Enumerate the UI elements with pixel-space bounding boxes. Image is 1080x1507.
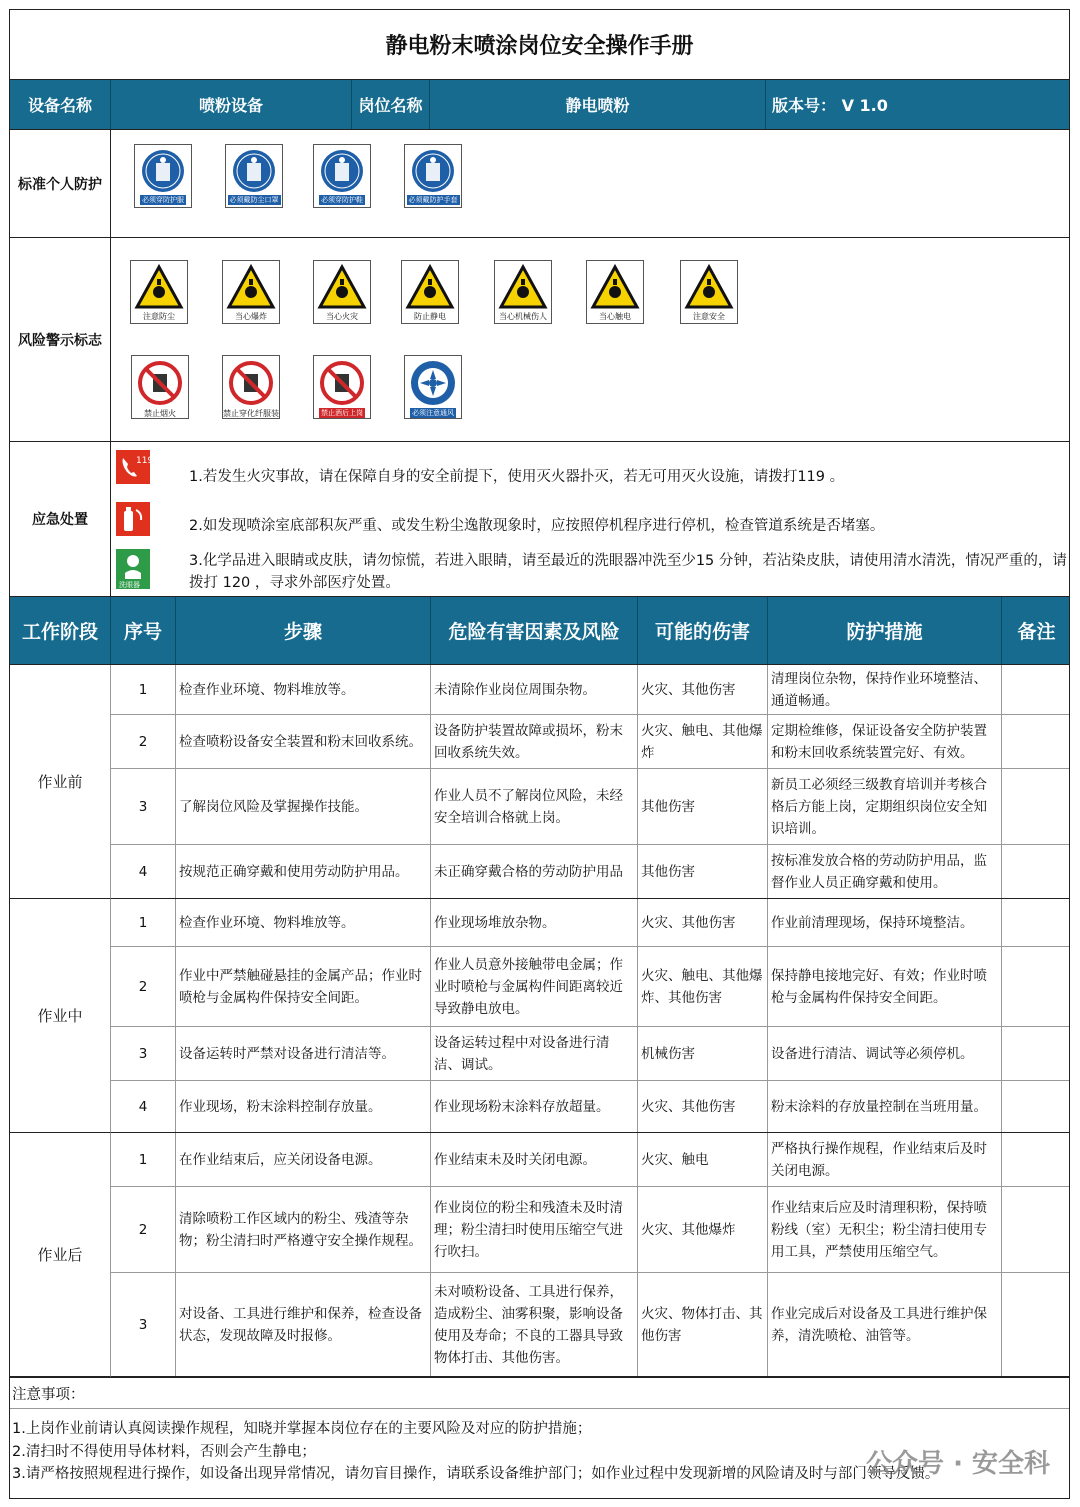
cell-note [1002, 1027, 1071, 1080]
static-warning-icon [401, 260, 459, 324]
cell-measure: 作业结束后应及时清理积粉，保持喷粉线（室）无积尘；粉尘清扫使用专用工具，严禁使用压缩空气。 [768, 1187, 1002, 1272]
sign-caption: 当心触电 [599, 312, 631, 321]
cell-step: 清除喷粉工作区域内的粉尘、残渣等杂物；粉尘清扫时严格遵守安全操作规程。 [176, 1187, 431, 1272]
table-row [111, 845, 1069, 899]
cell-hazard: 未清除作业岗位周围杂物。 [431, 665, 638, 714]
cell-measure: 新员工必须经三级教育培训并考核合格后方能上岗，定期组织岗位安全知识培训。 [768, 769, 1002, 844]
cell-no: 3 [111, 1273, 176, 1376]
table-row [111, 1027, 1069, 1081]
cell-no: 2 [111, 1187, 176, 1272]
eyewash-icon [115, 552, 151, 589]
sign-caption: 必须穿防护鞋 [321, 196, 363, 204]
phase-cell: 作业后 [10, 1133, 111, 1377]
sign-caption: 当心火灾 [326, 312, 358, 321]
post-name-value: 静电喷粉 [430, 80, 766, 129]
sign-caption: 当心爆炸 [235, 312, 267, 321]
cell-harm: 火灾、其他伤害 [638, 665, 768, 714]
cell-hazard: 作业现场粉末涂料存放超量。 [431, 1081, 638, 1132]
caution-icon [680, 260, 738, 324]
post-name-label: 岗位名称 [352, 80, 430, 129]
cell-harm: 火灾、触电 [638, 1133, 768, 1186]
cell-measure: 按标准发放合格的劳动防护用品，监督作业人员正确穿戴和使用。 [768, 845, 1002, 898]
cell-hazard: 设备防护装置故障或损坏，粉末回收系统失效。 [431, 715, 638, 768]
cell-harm: 火灾、其他爆炸 [638, 1187, 768, 1272]
note-item-3: 3.请严格按照规程进行操作，如设备出现异常情况，请勿盲目操作，请联系设备维护部门；如作业过程中发现新增的风险请及时与部门领导反馈。 [12, 1466, 940, 1482]
fire-phone-icon [115, 450, 154, 484]
safety-boots-icon [313, 144, 371, 208]
cell-note [1002, 899, 1071, 946]
cell-step: 检查作业环境、物料堆放等。 [176, 665, 431, 714]
cell-measure: 粉末涂料的存放量控制在当班用量。 [768, 1081, 1002, 1132]
col-harm: 可能的伤害 [638, 597, 768, 664]
cell-measure: 严格执行操作规程，作业结束后及时关闭电源。 [768, 1133, 1002, 1186]
emergency-item-3: 3.化学品进入眼睛或皮肤，请勿惊慌，若进入眼睛，请至最近的洗眼器冲洗至少15 分钟，若沾染皮肤，请使用清水清洗，情况严重的，请拨打 120 ，寻求外部医疗处置。 [189, 553, 1067, 591]
phase-cell: 作业前 [10, 665, 111, 899]
cell-harm: 火灾、触电、其他爆炸 [638, 715, 768, 768]
fire-extinguisher-icon [115, 502, 151, 536]
electric-shock-warning-icon [586, 260, 644, 324]
table-row [111, 1273, 1069, 1377]
emergency-section [10, 442, 1069, 597]
cell-measure: 作业完成后对设备及工具进行维护保养，清洗喷枪、油管等。 [768, 1273, 1002, 1376]
ventilation-icon [404, 355, 462, 419]
cell-hazard: 未正确穿戴合格的劳动防护用品 [431, 845, 638, 898]
sign-caption: 必须戴防护手套 [408, 196, 458, 204]
col-measure: 防护措施 [768, 597, 1002, 664]
cell-hazard: 作业人员意外接触带电金属；作业时喷枪与金属构件间距离较近导致静电放电。 [431, 947, 638, 1026]
cell-no: 1 [111, 1133, 176, 1186]
cell-no: 4 [111, 845, 176, 898]
cell-note [1002, 1133, 1071, 1186]
risk-sign-label: 风险警示标志 [10, 238, 111, 441]
table-row [111, 1081, 1069, 1133]
cell-step: 作业现场，粉末涂料控制存放量。 [176, 1081, 431, 1132]
sign-caption: 禁止穿化纤服装 [223, 409, 279, 418]
cell-no: 1 [111, 665, 176, 714]
device-name-value: 喷粉设备 [111, 80, 352, 129]
cell-harm: 机械伤害 [638, 1027, 768, 1080]
table-header [10, 597, 1069, 665]
cell-step: 检查喷粉设备安全装置和粉末回收系统。 [176, 715, 431, 768]
cell-note [1002, 1187, 1071, 1272]
dust-mask-icon [225, 144, 283, 208]
table-row [111, 899, 1069, 947]
cell-harm: 火灾、其他伤害 [638, 899, 768, 946]
version-number: 版本号： V 1.0 [772, 96, 888, 115]
cell-hazard: 作业现场堆放杂物。 [431, 899, 638, 946]
col-step: 步骤 [176, 597, 431, 664]
sign-caption: 必须戴防尘口罩 [229, 196, 279, 204]
svg-text:洗眼器: 洗眼器 [119, 581, 140, 589]
page-title: 静电粉末喷涂岗位安全操作手册 [10, 10, 1069, 80]
cell-note [1002, 715, 1071, 768]
cell-step: 对设备、工具进行维护和保养，检查设备状态，发现故障及时报修。 [176, 1273, 431, 1376]
sign-caption: 注意防尘 [143, 312, 175, 321]
machine-warning-icon [494, 260, 552, 324]
note-item-1: 1.上岗作业前请认真阅读操作规程，知晓并掌握本岗位存在的主要风险及对应的防护措施； [12, 1421, 592, 1437]
cell-measure: 定期检维修，保证设备安全防护装置和粉末回收系统装置完好、有效。 [768, 715, 1002, 768]
dust-warning-icon [130, 260, 188, 324]
cell-measure: 设备进行清洁、调试等必须停机。 [768, 1027, 1002, 1080]
table-row [111, 769, 1069, 845]
table-row [111, 1133, 1069, 1187]
sign-caption: 注意安全 [693, 312, 725, 321]
cell-no: 3 [111, 769, 176, 844]
cell-hazard: 作业结束未及时关闭电源。 [431, 1133, 638, 1186]
sign-caption: 禁止酒后上岗 [321, 409, 363, 417]
cell-note [1002, 1081, 1071, 1132]
cell-step: 按规范正确穿戴和使用劳动防护用品。 [176, 845, 431, 898]
emergency-item-1: 1.若发生火灾事故，请在保障自身的安全前提下，使用灭火器扑灭，若无可用灭火设施，请拨打119 。 [189, 469, 845, 485]
safety-manual-sheet [9, 9, 1070, 1499]
table-row [111, 1187, 1069, 1273]
cell-note [1002, 665, 1071, 714]
cell-measure: 保持静电接地完好、有效；作业时喷枪与金属构件保持安全间距。 [768, 947, 1002, 1026]
sign-caption: 必须穿防护服 [142, 196, 184, 204]
cell-harm: 火灾、物体打击、其他伤害 [638, 1273, 768, 1376]
cell-harm: 火灾、触电、其他爆炸、其他伤害 [638, 947, 768, 1026]
ppe-section [10, 130, 1069, 238]
fire-warning-icon [313, 260, 371, 324]
cell-note [1002, 947, 1071, 1026]
ppe-label: 标准个人防护 [10, 130, 111, 237]
cell-step: 了解岗位风险及掌握操作技能。 [176, 769, 431, 844]
cell-no: 1 [111, 899, 176, 946]
col-hazard: 危险有害因素及风险 [431, 597, 638, 664]
cell-note [1002, 1273, 1071, 1376]
col-number: 序号 [111, 597, 176, 664]
col-phase: 工作阶段 [10, 597, 111, 664]
emergency-label: 应急处置 [10, 442, 111, 596]
sign-caption: 禁止烟火 [144, 409, 176, 418]
cell-no: 4 [111, 1081, 176, 1132]
no-synthetic-clothing-icon [222, 355, 280, 419]
cell-harm: 其他伤害 [638, 845, 768, 898]
cell-hazard: 作业人员不了解岗位风险，未经安全培训合格就上岗。 [431, 769, 638, 844]
sign-caption: 必须注意通风 [412, 409, 454, 417]
table-row [111, 947, 1069, 1027]
device-name-label: 设备名称 [10, 80, 111, 129]
emergency-item-2: 2.如发现喷涂室底部积灰严重、或发生粉尘逸散现象时，应按照停机程序进行停机，检查管道系统是否堵塞。 [189, 518, 885, 534]
cell-step: 作业中严禁触碰悬挂的金属产品；作业时喷枪与金属构件保持安全间距。 [176, 947, 431, 1026]
cell-no: 2 [111, 715, 176, 768]
table-row [111, 715, 1069, 769]
gloves-icon [404, 144, 462, 208]
operation-table [10, 665, 1069, 1377]
watermark: 公众号 · 安全科 [866, 1449, 1050, 1479]
cell-measure: 作业前清理现场，保持环境整洁。 [768, 899, 1002, 946]
explosion-warning-icon [222, 260, 280, 324]
cell-hazard: 作业岗位的粉尘和残渣未及时清理；粉尘清扫时使用压缩空气进行吹扫。 [431, 1187, 638, 1272]
cell-harm: 其他伤害 [638, 769, 768, 844]
sign-caption: 防止静电 [414, 312, 446, 321]
protective-suit-icon [134, 144, 192, 208]
cell-step: 在作业结束后，应关闭设备电源。 [176, 1133, 431, 1186]
cell-hazard: 设备运转过程中对设备进行清洁、调试。 [431, 1027, 638, 1080]
cell-step: 检查作业环境、物料堆放等。 [176, 899, 431, 946]
cell-no: 2 [111, 947, 176, 1026]
notes-heading: 注意事项： [10, 1377, 1069, 1409]
table-row [111, 665, 1069, 715]
risk-sign-section [10, 238, 1069, 442]
info-header-bar [10, 80, 1069, 130]
cell-hazard: 未对喷粉设备、工具进行保养，造成粉尘、油雾积聚，影响设备使用及寿命；不良的工器具导致物体打击、其他伤害。 [431, 1273, 638, 1376]
col-note: 备注 [1017, 621, 1056, 643]
phase-cell: 作业中 [10, 899, 111, 1133]
cell-no: 3 [111, 1027, 176, 1080]
cell-note [1002, 845, 1071, 898]
cell-note [1002, 769, 1071, 844]
cell-harm: 火灾、其他伤害 [638, 1081, 768, 1132]
no-alcohol-icon [313, 355, 371, 419]
svg-text:119: 119 [136, 456, 154, 466]
note-item-2: 2.清扫时不得使用导体材料，否则会产生静电； [12, 1443, 316, 1460]
cell-step: 设备运转时严禁对设备进行清洁等。 [176, 1027, 431, 1080]
no-fire-icon [131, 355, 189, 419]
sign-caption: 当心机械伤人 [499, 312, 547, 321]
cell-measure: 清理岗位杂物，保持作业环境整洁、通道畅通。 [768, 665, 1002, 714]
